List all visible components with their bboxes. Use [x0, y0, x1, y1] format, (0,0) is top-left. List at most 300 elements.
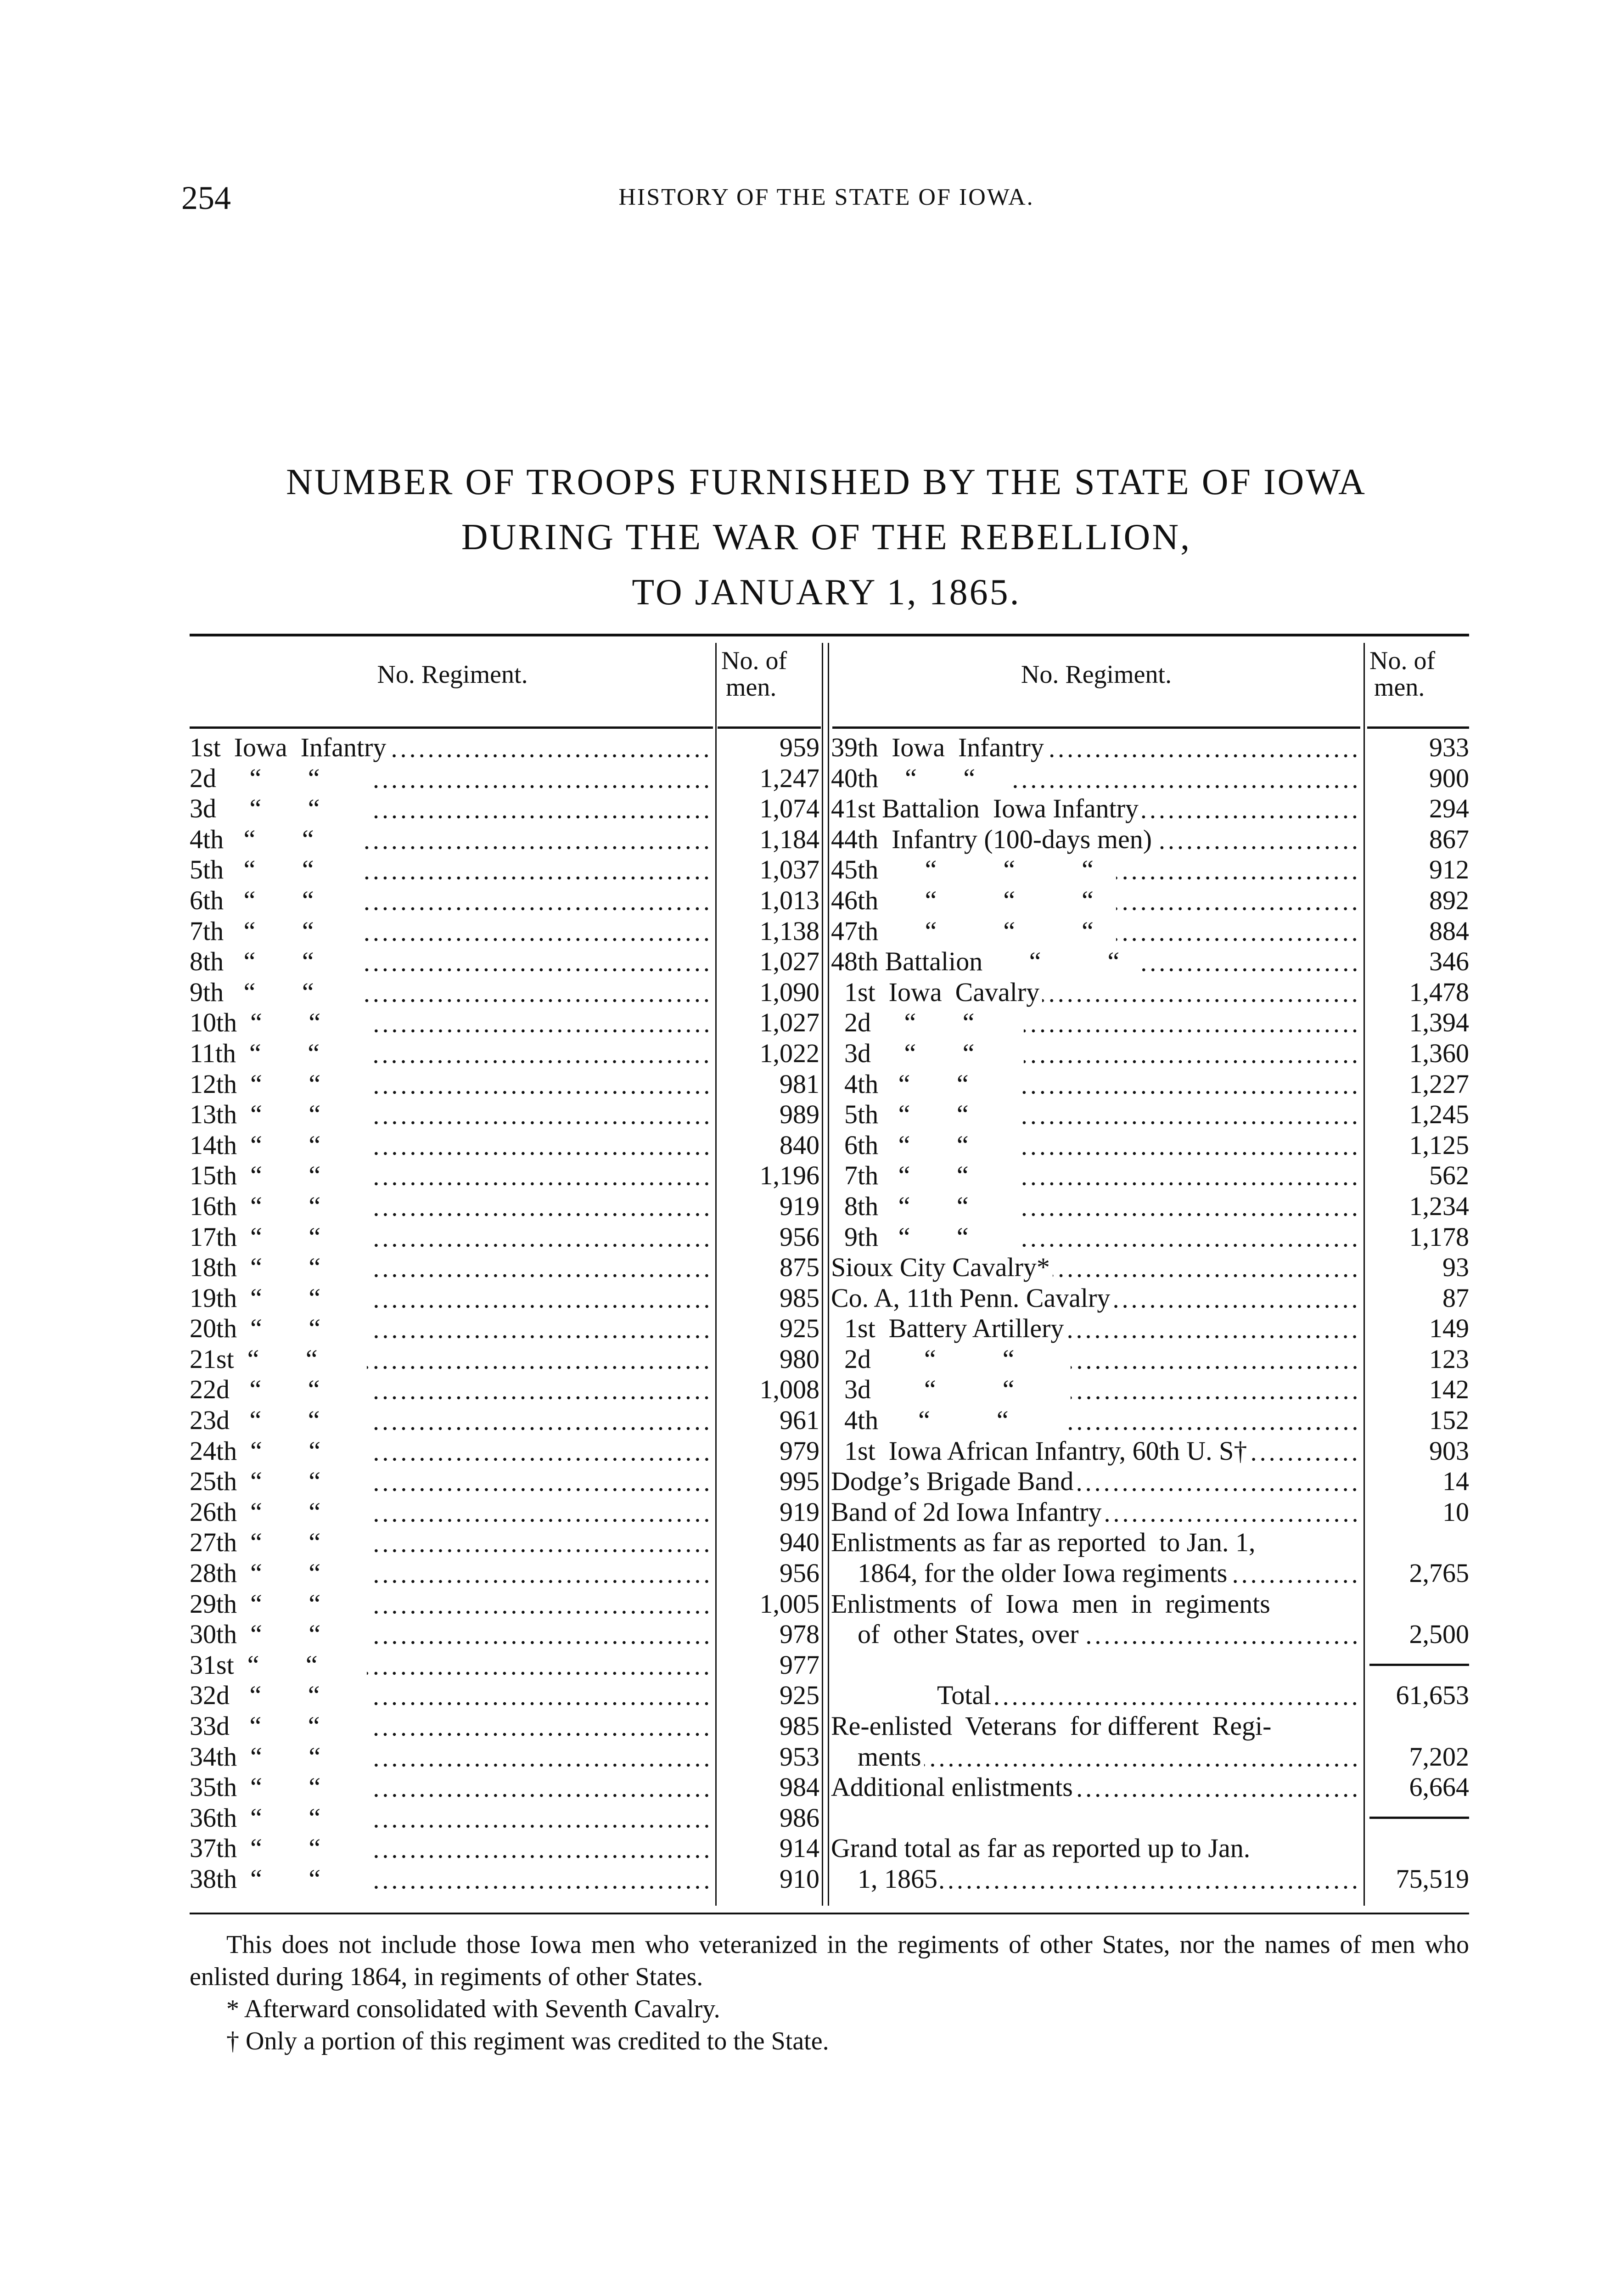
regiment-cell	[831, 916, 1361, 946]
regiment-label: 2d “ “	[190, 763, 366, 793]
dot-leader	[924, 1742, 1359, 1772]
footnotes	[190, 1929, 1469, 2057]
dot-leader	[1011, 763, 1359, 793]
regiment-label: 3d “ “	[190, 793, 366, 824]
regiment-label: 35th “ “	[190, 1772, 367, 1802]
men-count: 956	[780, 1558, 819, 1588]
regiment-label: 38th “ “	[190, 1863, 367, 1894]
men-count: 14	[1442, 1466, 1469, 1497]
men-count: 1,196	[759, 1160, 819, 1191]
header-men-line: men.	[726, 673, 777, 702]
table-row	[190, 793, 822, 824]
regiment-cell	[190, 1558, 713, 1588]
table-row	[190, 763, 822, 794]
table-row	[831, 1222, 1469, 1253]
dot-leader	[1071, 1344, 1360, 1374]
table-row	[831, 855, 1469, 885]
dot-leader	[1018, 1222, 1359, 1252]
men-count: 562	[1429, 1160, 1469, 1191]
regiment-cell	[190, 1222, 713, 1252]
men-count: 1,184	[759, 824, 819, 854]
regiment-label: Co. A, 11th Penn. Cavalry	[831, 1283, 1111, 1313]
regiment-cell	[190, 1711, 713, 1741]
table-row	[831, 1772, 1469, 1803]
dot-leader	[1065, 1405, 1359, 1435]
dot-leader	[1250, 1436, 1359, 1466]
regiment-cell	[190, 1374, 713, 1405]
men-count: 961	[780, 1405, 819, 1435]
regiment-label: Sioux City Cavalry*	[831, 1252, 1050, 1283]
regiment-cell	[190, 1650, 713, 1680]
regiment-label: 45th “ “ “	[831, 855, 1114, 885]
men-count: 985	[780, 1283, 819, 1313]
men-count: 1,027	[759, 1007, 819, 1038]
men-count: 925	[780, 1313, 819, 1344]
dot-leader	[370, 1527, 711, 1558]
men-count: 867	[1429, 824, 1469, 854]
table-row	[190, 1742, 822, 1773]
table-row	[831, 1558, 1469, 1589]
regiment-cell	[831, 855, 1361, 885]
regiment-label: 29th “ “	[190, 1588, 367, 1619]
header-rule	[190, 726, 713, 729]
regiment-label: 8th “ “	[831, 1191, 1016, 1221]
regiment-label: 9th “ “	[831, 1221, 1016, 1252]
regiment-cell	[831, 1191, 1361, 1221]
regiment-label: 3d “ “	[831, 1038, 1021, 1068]
men-count: 940	[780, 1527, 819, 1558]
men-count: 884	[1429, 916, 1469, 946]
regiment-cell	[190, 1772, 713, 1802]
regiment-cell	[190, 916, 713, 946]
table-row	[190, 1466, 822, 1497]
dot-leader	[363, 916, 711, 946]
page-number: 254	[181, 180, 231, 216]
regiment-cell	[831, 732, 1361, 763]
dot-leader	[1018, 1191, 1359, 1221]
regiment-label: 34th “ “	[190, 1741, 367, 1772]
table-row	[831, 1252, 1469, 1283]
table-row	[190, 1007, 822, 1038]
table-row	[190, 824, 822, 855]
regiment-label: 2d “ “	[831, 1344, 1068, 1374]
table-row	[831, 793, 1469, 824]
men-count: 875	[780, 1252, 819, 1283]
dot-leader	[1042, 977, 1359, 1007]
regiment-label: 48th Battalion “ “	[831, 946, 1139, 977]
table-row	[831, 946, 1469, 977]
dot-leader	[1071, 1374, 1360, 1405]
regiment-cell	[831, 1038, 1361, 1069]
men-count: 1,245	[1409, 1099, 1469, 1130]
dot-leader	[1155, 824, 1359, 855]
table-row	[190, 1436, 822, 1467]
table-row	[831, 1619, 1469, 1650]
header-men-left	[717, 647, 826, 701]
men-count: 933	[1429, 732, 1469, 762]
table-row	[190, 1405, 822, 1436]
dot-leader	[363, 824, 711, 855]
header-men-right	[1365, 647, 1474, 701]
men-count: 986	[780, 1802, 819, 1833]
regiment-cell	[190, 793, 713, 824]
column-divider	[822, 643, 823, 1906]
regiment-label: 1, 1865	[831, 1863, 937, 1894]
regiment-label: 1st Battery Artillery	[831, 1313, 1064, 1344]
regiment-cell	[831, 1344, 1361, 1374]
table-row	[831, 763, 1469, 794]
regiment-cell	[831, 1527, 1361, 1558]
regiment-cell	[190, 1436, 713, 1466]
men-count: 2,500	[1409, 1619, 1469, 1649]
table-row	[831, 1374, 1469, 1405]
table-row	[831, 1680, 1469, 1711]
table-row	[831, 1069, 1469, 1100]
dot-leader	[1024, 1007, 1359, 1038]
table-row	[190, 1344, 822, 1375]
men-count: 919	[780, 1191, 819, 1221]
table-row	[190, 1558, 822, 1589]
dot-leader	[370, 1833, 711, 1863]
regiment-cell	[831, 1069, 1361, 1099]
regiment-cell	[831, 1007, 1361, 1038]
regiment-cell	[190, 1344, 713, 1374]
dot-leader	[940, 1864, 1359, 1894]
regiment-label: 21st “ “	[190, 1344, 365, 1374]
regiment-label: ments	[831, 1741, 921, 1772]
regiment-label: 16th “ “	[190, 1191, 367, 1221]
regiment-label: 28th “ “	[190, 1558, 367, 1588]
regiment-cell	[831, 1466, 1361, 1497]
dot-leader	[1113, 1283, 1359, 1313]
regiment-label: 27th “ “	[190, 1527, 367, 1558]
regiment-label: 24th “ “	[190, 1435, 367, 1466]
dot-leader	[1116, 885, 1359, 916]
regiment-label: 46th “ “ “	[831, 885, 1114, 915]
regiment-cell	[190, 977, 713, 1007]
table-row	[831, 1283, 1469, 1314]
men-count: 989	[780, 1099, 819, 1130]
regiment-cell	[190, 885, 713, 916]
regiment-cell	[831, 793, 1361, 824]
regiment-label: 32d “ “	[190, 1680, 366, 1711]
regiment-cell	[831, 1680, 1361, 1711]
regiment-label: 11th “ “	[190, 1038, 366, 1068]
table-row	[190, 1160, 822, 1191]
table-row	[190, 1313, 822, 1344]
men-count: 1,138	[759, 916, 819, 946]
men-count: 61,653	[1396, 1680, 1469, 1711]
regiment-label: 6th “ “	[831, 1130, 1016, 1160]
regiment-cell	[190, 1099, 713, 1130]
dot-leader	[1066, 1313, 1359, 1344]
dot-leader	[367, 1344, 711, 1374]
regiment-label: 15th “ “	[190, 1160, 367, 1191]
table-row	[831, 824, 1469, 855]
men-count: 1,022	[759, 1038, 819, 1068]
table-row	[831, 1527, 1469, 1558]
regiment-cell	[190, 1252, 713, 1283]
table-row	[190, 1619, 822, 1650]
regiment-cell	[190, 1007, 713, 1038]
dot-leader	[1024, 1038, 1359, 1069]
regiment-label: 5th “ “	[831, 1099, 1016, 1130]
regiment-cell	[831, 824, 1361, 855]
table-row	[831, 1833, 1469, 1864]
dot-leader	[1076, 1466, 1359, 1497]
dot-leader	[369, 1680, 711, 1711]
regiment-cell	[831, 1405, 1361, 1435]
regiment-label: 2d “ “	[831, 1007, 1021, 1038]
table-row	[831, 1313, 1469, 1344]
regiment-cell	[190, 1833, 713, 1863]
regiment-label: 1864, for the older Iowa regiments	[831, 1558, 1228, 1588]
dot-leader	[369, 1711, 711, 1741]
table-row	[831, 1099, 1469, 1130]
dot-leader	[369, 793, 711, 824]
table-row	[190, 1772, 822, 1803]
dot-leader	[370, 1436, 711, 1466]
dot-leader	[1116, 916, 1359, 946]
men-count: 6,664	[1409, 1772, 1469, 1802]
dot-leader	[1018, 1069, 1359, 1099]
regiment-cell	[190, 946, 713, 977]
regiment-label: 36th “ “	[190, 1802, 367, 1833]
men-count: 142	[1429, 1374, 1469, 1405]
regiment-label: 25th “ “	[190, 1466, 367, 1497]
regiment-cell	[190, 1680, 713, 1711]
regiment-label: 6th “ “	[190, 885, 361, 915]
men-count: 912	[1429, 855, 1469, 885]
table-row	[831, 1405, 1469, 1436]
dot-leader	[370, 1558, 711, 1588]
regiment-label: 1st Iowa Infantry	[190, 732, 387, 762]
dot-leader	[1141, 793, 1359, 824]
regiment-cell	[831, 1283, 1361, 1313]
men-count: 1,178	[1409, 1221, 1469, 1252]
table-row	[190, 1833, 822, 1864]
regiment-cell	[190, 1619, 713, 1649]
table-row	[831, 1191, 1469, 1222]
table-row	[190, 1803, 822, 1834]
men-count: 985	[780, 1711, 819, 1741]
dot-leader	[370, 1160, 711, 1191]
table-row	[831, 1589, 1469, 1620]
column-divider	[828, 643, 829, 1906]
table-row	[831, 1007, 1469, 1038]
men-count: 2,765	[1409, 1558, 1469, 1588]
table-row	[831, 885, 1469, 916]
regiment-label: of other States, over	[831, 1619, 1079, 1649]
dot-leader	[370, 1742, 711, 1772]
men-count: 346	[1429, 946, 1469, 977]
regiment-cell	[190, 1864, 713, 1894]
table-row	[831, 1742, 1469, 1773]
table-row	[190, 1252, 822, 1283]
table-bottom-rule	[190, 1913, 1469, 1914]
header-regiment-right: No. Regiment.	[1021, 660, 1172, 689]
regiment-label: 9th “ “	[190, 977, 361, 1007]
regiment-cell	[831, 1558, 1361, 1588]
regiment-cell	[190, 855, 713, 885]
men-count: 93	[1442, 1252, 1469, 1283]
dot-leader	[1047, 732, 1359, 763]
regiment-label: Enlistments as far as reported to Jan. 1,	[831, 1527, 1256, 1558]
dot-leader	[1142, 946, 1359, 977]
sum-rule	[1369, 1817, 1469, 1819]
regiment-label: 12th “ “	[190, 1069, 367, 1099]
table-row	[831, 1038, 1469, 1069]
regiment-label: 14th “ “	[190, 1130, 367, 1160]
men-count: 1,027	[759, 946, 819, 977]
left-rows	[190, 732, 822, 1895]
regiment-cell	[831, 1772, 1361, 1802]
dot-leader	[370, 1130, 711, 1160]
regiment-label: Total	[831, 1680, 992, 1711]
regiment-cell	[831, 1711, 1361, 1741]
header-men-line: men.	[1374, 673, 1425, 702]
title-line: TO JANUARY 1, 1865.	[632, 572, 1021, 613]
men-count: 75,519	[1396, 1863, 1469, 1894]
regiment-label: 4th “ “	[831, 1069, 1016, 1099]
regiment-label: 1st Iowa African Infantry, 60th U. S†	[831, 1435, 1247, 1466]
dot-leader	[1116, 855, 1359, 885]
men-count: 10	[1442, 1497, 1469, 1527]
table-row	[190, 1038, 822, 1069]
men-count: 1,478	[1409, 977, 1469, 1007]
regiment-label: 20th “ “	[190, 1313, 367, 1344]
men-count: 959	[780, 732, 819, 762]
dot-leader	[370, 1283, 711, 1313]
regiment-label: 5th “ “	[190, 855, 361, 885]
title-line: NUMBER OF TROOPS FURNISHED BY THE STATE OF IOWA	[286, 462, 1367, 502]
men-count: 1,247	[759, 763, 819, 793]
men-count: 1,005	[759, 1588, 819, 1619]
regiment-label: 31st “ “	[190, 1649, 365, 1680]
regiment-cell	[831, 1160, 1361, 1191]
regiment-label: Enlistments of Iowa men in regiments	[831, 1588, 1270, 1619]
regiment-label: 7th “ “	[831, 1160, 1016, 1191]
table-row	[831, 1497, 1469, 1528]
men-count: 87	[1442, 1283, 1469, 1313]
men-count: 152	[1429, 1405, 1469, 1435]
regiment-cell	[190, 1283, 713, 1313]
men-count: 979	[780, 1435, 819, 1466]
dot-leader	[389, 732, 711, 763]
table-row	[831, 1344, 1469, 1375]
header-regiment-left: No. Regiment.	[377, 660, 528, 689]
men-count: 977	[780, 1649, 819, 1680]
regiment-label: 22d “ “	[190, 1374, 366, 1405]
regiment-cell	[190, 1742, 713, 1772]
men-count: 914	[780, 1833, 819, 1863]
regiment-cell	[190, 732, 713, 763]
table-row	[831, 732, 1469, 763]
header-rule	[718, 726, 821, 729]
regiment-cell	[831, 946, 1361, 977]
regiment-cell	[831, 1833, 1361, 1863]
regiment-cell	[190, 1803, 713, 1833]
men-count: 980	[780, 1344, 819, 1374]
table-row	[190, 1099, 822, 1130]
regiment-label: 19th “ “	[190, 1283, 367, 1313]
sum-rule	[1369, 1664, 1469, 1666]
dot-leader	[363, 885, 711, 916]
men-count: 1,090	[759, 977, 819, 1007]
dot-leader	[1076, 1772, 1359, 1802]
regiment-cell	[190, 1130, 713, 1160]
regiment-label: 33d “ “	[190, 1711, 366, 1741]
dot-leader	[370, 1864, 711, 1894]
regiment-cell	[190, 1466, 713, 1497]
regiment-label: 18th “ “	[190, 1252, 367, 1283]
regiment-label: 30th “ “	[190, 1619, 367, 1649]
dot-leader	[363, 946, 711, 977]
table-row	[831, 916, 1469, 947]
regiment-label: 41st Battalion Iowa Infantry	[831, 793, 1139, 824]
running-title: HISTORY OF THE STATE OF IOWA.	[618, 184, 1034, 210]
men-count: 1,234	[1409, 1191, 1469, 1221]
table-row	[190, 1864, 822, 1895]
regiment-label: 23d “ “	[190, 1405, 366, 1435]
regiment-cell	[831, 1099, 1361, 1130]
men-count: 1,394	[1409, 1007, 1469, 1038]
regiment-cell	[831, 1864, 1361, 1894]
dot-leader	[1053, 1252, 1359, 1283]
dot-leader	[1230, 1558, 1359, 1588]
men-count: 995	[780, 1466, 819, 1497]
table-row	[190, 1497, 822, 1528]
men-count: 840	[780, 1130, 819, 1160]
table-row	[190, 916, 822, 947]
regiment-label: Grand total as far as reported up to Jan.	[831, 1833, 1251, 1863]
regiment-cell	[190, 1191, 713, 1221]
table-row	[190, 1191, 822, 1222]
table-row	[190, 885, 822, 916]
men-count: 1,013	[759, 885, 819, 915]
regiment-cell	[190, 1527, 713, 1558]
regiment-label: 3d “ “	[831, 1374, 1068, 1405]
table-row	[190, 1527, 822, 1558]
dot-leader	[370, 1803, 711, 1833]
regiment-cell	[190, 824, 713, 855]
dot-leader	[370, 1099, 711, 1130]
regiment-label: Re-enlisted Veterans for different Regi-	[831, 1711, 1272, 1741]
dot-leader	[363, 855, 711, 885]
table-row	[190, 1222, 822, 1253]
men-count: 919	[780, 1497, 819, 1527]
dot-leader	[367, 1650, 711, 1680]
regiment-cell	[190, 1313, 713, 1344]
regiment-label: 7th “ “	[190, 916, 361, 946]
dot-leader	[994, 1680, 1359, 1711]
footnote-note: This does not include those Iowa men who veteranized in the regiments of other States, nor the names of men who enlisted during 1864, in regiments of other States.	[190, 1930, 1469, 1991]
header-rule	[832, 726, 1360, 729]
dot-leader	[1018, 1099, 1359, 1130]
dot-leader	[1105, 1497, 1360, 1527]
dot-leader	[369, 1038, 711, 1069]
dot-leader	[369, 763, 711, 793]
footnote-dagger: † Only a portion of this regiment was credited to the State.	[226, 2027, 829, 2055]
table-row	[190, 946, 822, 977]
regiment-cell	[831, 977, 1361, 1007]
regiment-label: 13th “ “	[190, 1099, 367, 1130]
table-row	[190, 1130, 822, 1161]
regiment-cell	[831, 1742, 1361, 1772]
regiment-cell	[831, 1589, 1361, 1619]
regiment-cell	[831, 1130, 1361, 1160]
header-men-line: No. of	[1369, 647, 1436, 675]
